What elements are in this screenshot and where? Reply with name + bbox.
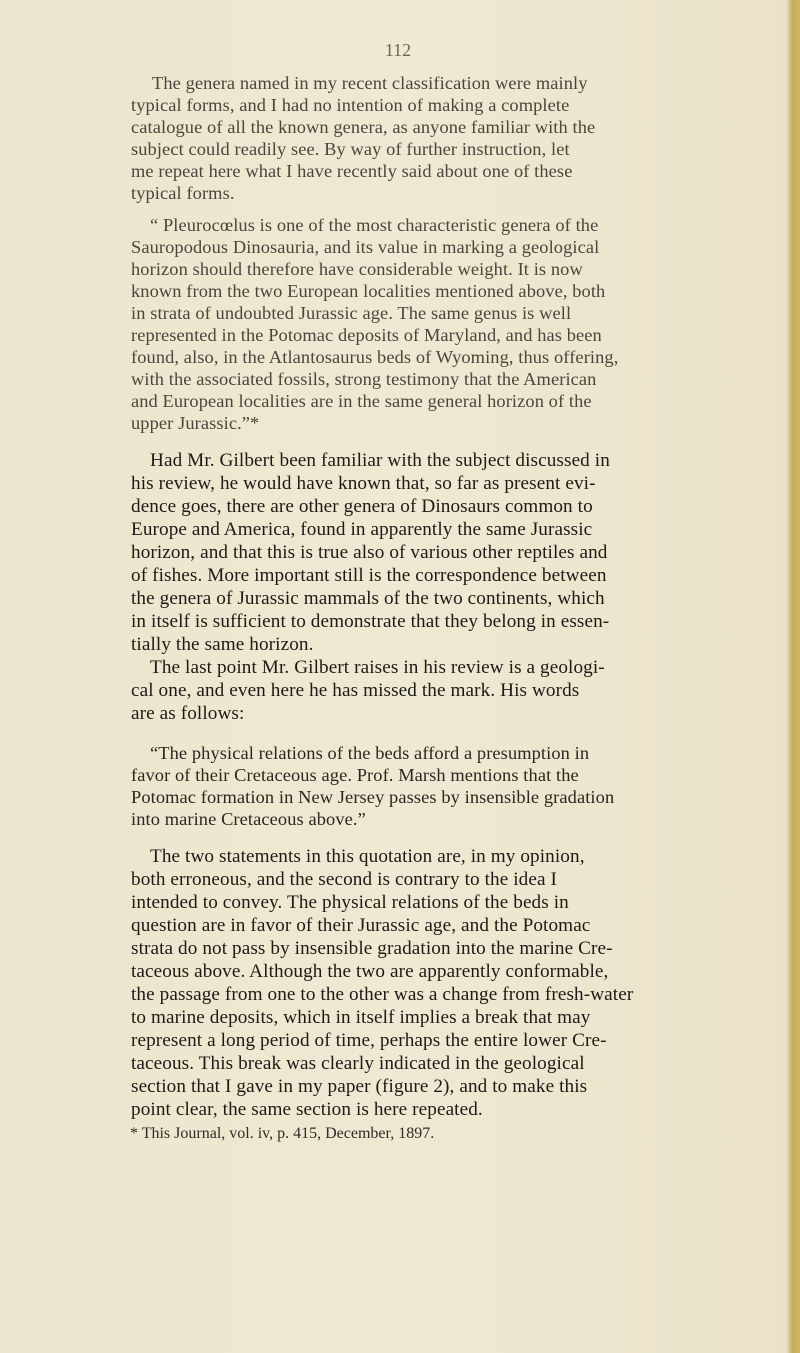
text-line: Had Mr. Gilbert been familiar with the subject discussed in	[150, 450, 610, 471]
text-line: question are in favor of their Jurassic age, and the Potomac	[131, 915, 591, 936]
text-line: with the associated fossils, strong testimony that the American	[131, 369, 597, 389]
text-line: The two statements in this quotation are, in my opinion,	[150, 846, 585, 867]
text-line: in itself is sufficient to demonstrate that they belong in essen-	[131, 611, 610, 632]
text-line: Europe and America, found in apparently the same Jurassic	[131, 519, 593, 540]
text-line: cal one, and even here he has missed the mark. His words	[131, 680, 580, 701]
text-line: catalogue of all the known genera, as anyone familiar with the	[131, 117, 596, 137]
text-line: The last point Mr. Gilbert raises in his review is a geologi-	[150, 657, 605, 678]
text-line: of fishes. More important still is the correspondence between	[131, 565, 607, 586]
text-line: The genera named in my recent classification were mainly	[152, 73, 588, 93]
text-line: me repeat here what I have recently said about one of these	[131, 161, 573, 181]
text-line: both erroneous, and the second is contrary to the idea I	[131, 869, 557, 890]
text-line: Sauropodous Dinosauria, and its value in marking a geological	[131, 237, 600, 257]
text-line: favor of their Cretaceous age. Prof. Marsh mentions that the	[131, 765, 579, 785]
text-line: subject could readily see. By way of further instruction, let	[131, 139, 570, 159]
text-line: section that I gave in my paper (figure 2), and to make this	[131, 1076, 588, 1097]
text-line: taceous above. Although the two are apparently conformable,	[131, 961, 609, 982]
page-edge-binding	[786, 0, 800, 1353]
text-line: “ Pleurocœlus is one of the most characteristic genera of the	[150, 215, 599, 235]
text-line: point clear, the same section is here repeated.	[131, 1099, 483, 1120]
text-line: and European localities are in the same general horizon of the	[131, 391, 592, 411]
text-line: represent a long period of time, perhaps the entire lower Cre-	[131, 1030, 607, 1051]
text-line: “The physical relations of the beds afford a presumption in	[150, 743, 590, 763]
text-line: are as follows:	[131, 703, 245, 724]
text-line: the genera of Jurassic mammals of the two continents, which	[131, 588, 605, 609]
page-number: 112	[384, 40, 412, 60]
text-line: intended to convey. The physical relations of the beds in	[131, 892, 569, 913]
text-line: represented in the Potomac deposits of Maryland, and has been	[131, 325, 602, 345]
text-line: into marine Cretaceous above.”	[131, 809, 366, 829]
text-line: horizon should therefore have considerable weight. It is now	[131, 259, 583, 279]
text-line: dence goes, there are other genera of Dinosaurs common to	[131, 496, 593, 517]
text-line: found, also, in the Atlantosaurus beds of Wyoming, thus offering,	[131, 347, 619, 367]
text-line: horizon, and that this is true also of various other reptiles and	[131, 542, 608, 563]
text-line: to marine deposits, which in itself implies a break that may	[131, 1007, 591, 1028]
text-line: typical forms, and I had no intention of making a complete	[131, 95, 570, 115]
text-line: known from the two European localities mentioned above, both	[131, 281, 606, 301]
text-line: typical forms.	[131, 183, 235, 203]
text-line: upper Jurassic.”*	[131, 413, 260, 433]
text-line: his review, he would have known that, so far as present evi-	[131, 473, 596, 494]
footnote: * This Journal, vol. iv, p. 415, December, 1897.	[130, 1125, 435, 1142]
text-line: the passage from one to the other was a change from fresh-water	[131, 984, 634, 1005]
text-line: tially the same horizon.	[131, 634, 314, 655]
text-line: Potomac formation in New Jersey passes by insensible gradation	[131, 787, 615, 807]
text-line: strata do not pass by insensible gradation into the marine Cre-	[131, 938, 613, 959]
text-line: in strata of undoubted Jurassic age. The same genus is well	[131, 303, 572, 323]
text-line: taceous. This break was clearly indicated in the geological	[131, 1053, 585, 1074]
